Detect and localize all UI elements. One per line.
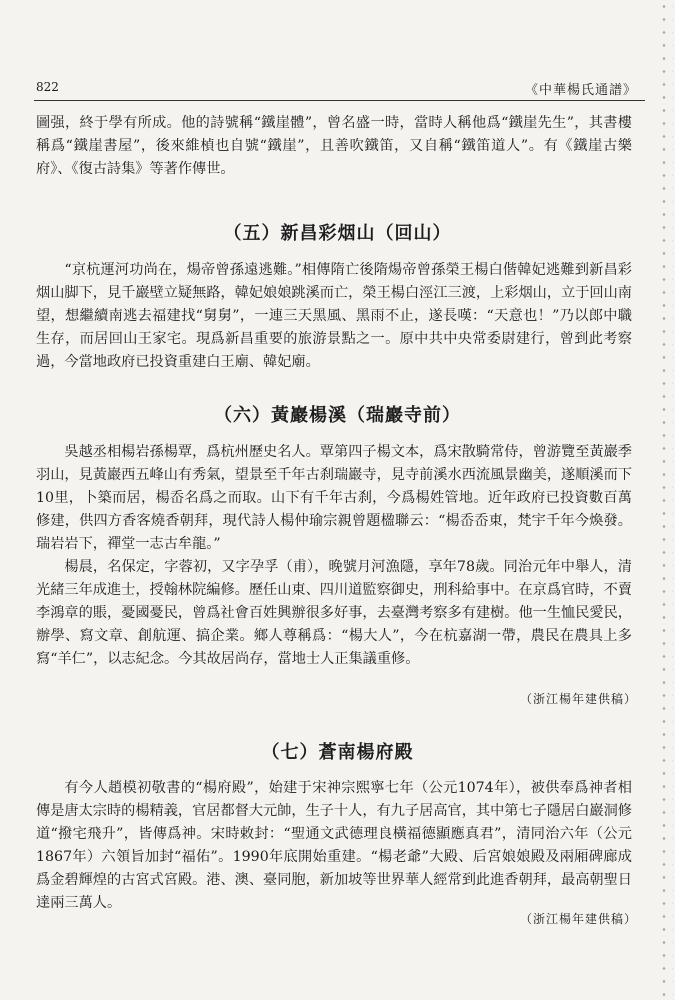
section-5-paragraph: “京杭運河功尚在，煬帝曾孫遠逃難。”相傳隋亡後隋煬帝曾孫榮王楊白偕韓妃逃難到新昌彩烟山脚下，見千巖壁立疑無路，韓妃娘娘跳溪而亡，榮王楊白涇江三渡，上彩烟山，立于回山南望，想繼續南逃去福建找“舅舅”，一連三天黑風、黑雨不止，遂長嘆：“天意也！”乃以郎中職生存，而居回山王家宅。現爲新昌重要的旅游景點之一。原中共中央常委尉建行，曾到此考察過，今當地政府已投資重建白王廟、韓妃廟。 <box>36 262 632 370</box>
section-6-credit: （浙江楊年建供稿） <box>519 692 637 706</box>
section-6-heading: （六）黃巖楊溪（瑞巖寺前） <box>214 405 461 426</box>
section-5-heading: （五）新昌彩烟山（回山） <box>223 223 452 244</box>
binding-edge-dots <box>659 0 673 1000</box>
section-7-heading: （七）蒼南楊府殿 <box>261 742 414 763</box>
header-rule <box>34 100 645 101</box>
section-6-paragraph-1: 吳越丞相楊岩孫楊覃，爲杭州歷史名人。覃第四子楊文本，爲宋散騎常侍，曾游覽至黃巖季羽山，見黃巖西五峰山有秀氣，望景至千年古刹瑞巖寺，見寺前溪水西流風景幽美，遂順溪而下10里，卜築而居，楊岙名爲之而取。山下有千年古刹，今爲楊姓管地。近年政府已投資數百萬修建，供四方香客燒香朝拜，現代詩人楊仲瑜宗親曾題楹聯云：“楊岙岙東，梵宇千年今煥發。瑞岩岩下，禪堂一志古牟龍。” <box>36 444 632 552</box>
intro-paragraph: 圖强，終于學有所成。他的詩號稱“鐵崖體”，曾名盛一時，當時人稱他爲“鐵崖先生”，其書樓稱爲“鐵崖書屋”，後來維楨也自號“鐵崖”，且善吹鐵笛，又自稱“鐵笛道人”。有《鐵崖古樂府》、《復古詩集》等著作傳世。 <box>36 115 632 177</box>
section-6-paragraph-2: 楊晨，名保定，字蓉初，又字孕孚（甫），晚號月河漁隱，享年78歲。同治元年中舉人，清光緒三年成進士，授翰林院編修。歷任山東、四川道監察御史，刑科給事中。在京爲官時，不賣李鴻章的賬，憂國憂民，曾爲社會百姓興辦很多好事，去臺灣考察多有建樹。他一生恤民愛民，辦學、寫文章、創航運、搞企業。鄉人尊稱爲：“楊大人”，今在杭嘉湖一帶，農民在農具上多寫“羊仁”，以志紀念。今其故居尚存，當地士人正集議重修。 <box>36 559 632 667</box>
section-7-credit: （浙江楊年建供稿） <box>519 912 637 926</box>
running-title: 《中華楊氏通譜》 <box>524 83 637 98</box>
section-7-paragraph: 有今人趙模初敬書的“楊府殿”，始建于宋神宗熙寧七年（公元1074年），被供奉爲神者相傳是唐太宗時的楊精義，官居都督大元帥，生子十人，有九子居高官，其中第七子隱居白巖洞修道“撥宅飛升”，皆傳爲神。宋時敕封：“聖通文武德理良橫福德顯應真君”，清同治六年（公元1867年）六領旨加封“福佑”。1990年底開始重建。“楊老爺”大殿、后宮娘娘殿及兩厢碑廊成爲金碧輝煌的古宮式宮殿。港、澳、臺同胞，新加坡等世界華人經常到此進香朝拜，最高朝聖日達兩三萬人。 <box>36 780 632 911</box>
page-number: 822 <box>36 80 59 94</box>
